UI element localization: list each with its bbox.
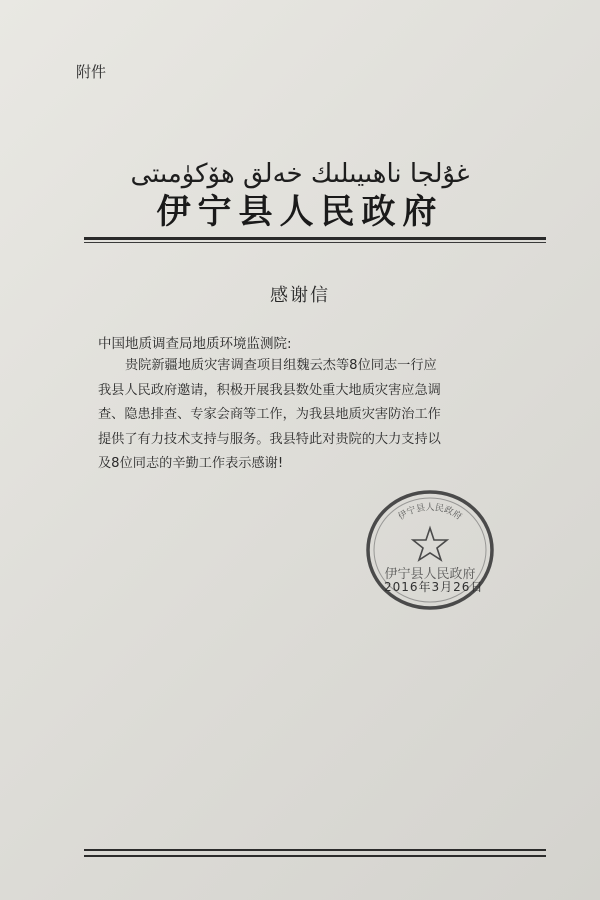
salutation: 中国地质调查局地质环境监测院:: [98, 336, 292, 352]
letter-date: 2016年3月26日: [384, 580, 484, 594]
body-line-4: 提供了有力技术支持与服务。我县特此对贵院的大力支持以: [98, 431, 441, 447]
footer-rule-bottom: [84, 855, 546, 857]
government-title: 伊宁县人民政府: [156, 192, 444, 232]
body-line-1: 贵院新疆地质灾害调查项目组魏云杰等8位同志一行应: [125, 358, 437, 373]
attachment-label: 附件: [76, 63, 107, 81]
uyghur-title: غۇلجا ناھىيىلىك خەلق ھۆكۈمىتى: [130, 159, 470, 189]
letter-title: 感谢信: [270, 285, 330, 306]
header-rule-thick: [84, 237, 546, 240]
body-line-2: 我县人民政府邀请，积极开展我县数处重大地质灾害应急调: [98, 382, 441, 398]
header-rule-thin: [84, 242, 546, 243]
seal-center-text: 伊宁县人民政府: [384, 567, 476, 582]
seal-star-icon: [413, 528, 447, 560]
body-line-5: 及8位同志的辛勤工作表示感谢!: [98, 456, 284, 471]
footer-rule-top: [84, 849, 546, 851]
seal-arc-text: 伊宁县人民政府: [396, 503, 464, 523]
body-line-3: 查、隐患排查、专家会商等工作，为我县地质灾害防治工作: [98, 407, 441, 422]
letter-body: [98, 354, 508, 477]
